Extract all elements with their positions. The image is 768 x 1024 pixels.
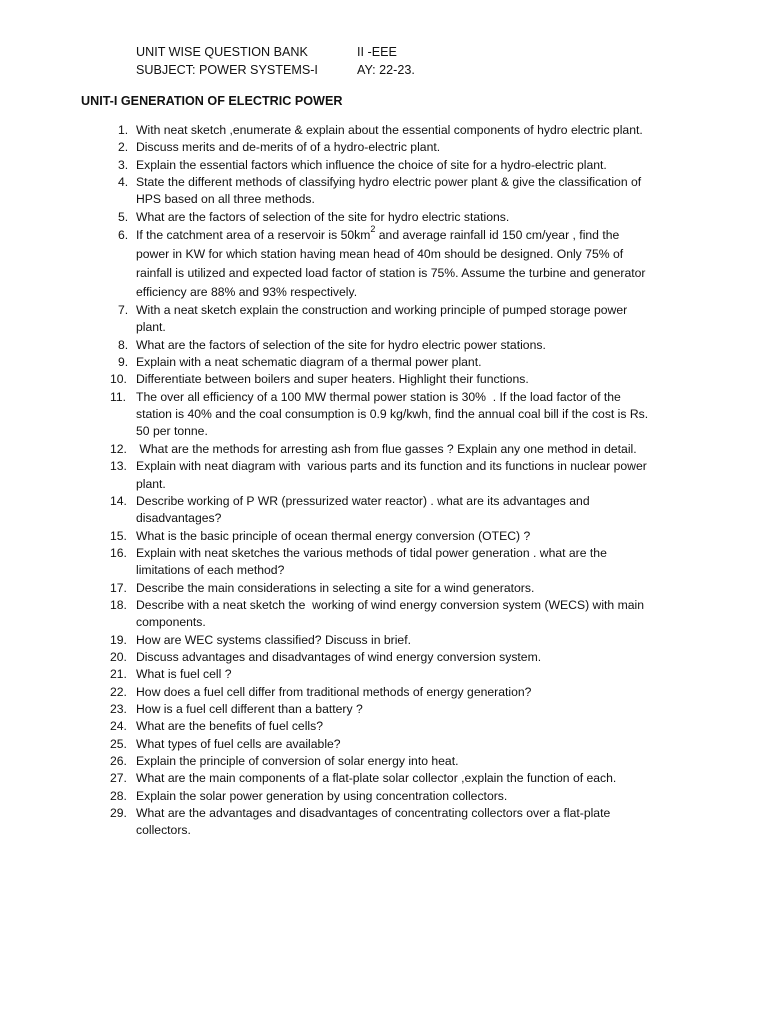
question-item (100, 389, 680, 441)
question-number (100, 157, 136, 174)
question-number-label: 28. (110, 788, 127, 803)
question-number-label: 23. (110, 701, 127, 716)
question-number-label: 20. (110, 649, 127, 664)
question-item (100, 528, 680, 545)
question-number (100, 736, 136, 753)
question-number-label: 4. (118, 175, 129, 190)
question-item (100, 174, 680, 209)
question-number-label: 17. (110, 580, 127, 595)
question-text: Explain with neat sketches the various methods of tidal power generation . what are the limitations of each method? (136, 545, 607, 578)
question-item (100, 441, 680, 458)
question-number-label: 13. (110, 459, 127, 474)
question-number-label: 8. (118, 337, 129, 352)
question-item (100, 493, 680, 528)
question-item (100, 718, 680, 735)
question-number-label: 19. (110, 632, 127, 647)
unit-title: UNIT-I GENERATION OF ELECTRIC POWER (81, 94, 343, 108)
question-item (100, 666, 680, 683)
question-item (100, 753, 680, 770)
question-text (136, 226, 680, 302)
question-item (100, 684, 680, 701)
question-number (100, 666, 136, 683)
question-number (100, 371, 136, 388)
question-number-label: 3. (118, 157, 129, 172)
subject-label: SUBJECT: POWER SYSTEMS-I (136, 62, 318, 77)
question-text: How are WEC systems classified? Discuss in brief. (136, 632, 411, 647)
question-number-label: 9. (118, 355, 129, 370)
question-number-label: 25. (110, 736, 127, 751)
question-number-label: 10. (110, 372, 127, 387)
question-text: How does a fuel cell differ from traditional methods of energy generation? (136, 684, 532, 699)
question-text: State the different methods of classifying hydro electric power plant & give the classification of HPS based on all three methods. (136, 175, 642, 207)
question-number (100, 302, 136, 319)
header-row-2 (136, 62, 556, 80)
question-number (100, 580, 136, 597)
question-item (100, 371, 680, 388)
question-item (100, 632, 680, 649)
question-item (100, 736, 680, 753)
question-item (100, 701, 680, 718)
question-item (100, 597, 680, 632)
question-item (100, 209, 680, 226)
question-number (100, 354, 136, 371)
question-text: With a neat sketch explain the construction and working principle of pumped storage power plant. (136, 303, 628, 335)
question-item (100, 139, 680, 156)
question-item (100, 788, 680, 805)
question-item (100, 226, 680, 302)
question-text: What is fuel cell ? (136, 667, 232, 682)
question-number (100, 209, 136, 226)
question-text: Discuss merits and de-merits of of a hydro-electric plant. (136, 140, 441, 155)
question-item (100, 302, 680, 337)
question-number (100, 805, 136, 822)
question-text: Discuss advantages and disadvantages of wind energy conversion system. (136, 649, 542, 664)
question-text-part: If the catchment area of a reservoir is 50km (136, 228, 371, 243)
header-row-1 (136, 44, 556, 62)
question-number-label: 26. (110, 754, 127, 768)
question-text: What are the methods for arresting ash from flue gasses ? Explain any one method in detail. (136, 441, 637, 456)
question-text: Explain the principle of conversion of solar energy into heat. (136, 754, 459, 768)
question-number-label: 29. (110, 806, 127, 821)
question-item (100, 122, 680, 139)
question-number (100, 122, 136, 139)
question-number (100, 458, 136, 475)
question-text: What are the benefits of fuel cells? (136, 719, 323, 734)
question-number (100, 139, 136, 156)
superscript-exponent: 2 (370, 224, 376, 234)
question-number-label: 12. (110, 441, 127, 456)
question-number-label: 21. (110, 667, 127, 682)
question-text: Explain with neat diagram with various parts and its function and its functions in nuclear power plant. (136, 459, 647, 491)
question-item (100, 649, 680, 666)
question-number (100, 493, 136, 510)
question-number (100, 174, 136, 191)
question-number (100, 788, 136, 805)
question-bank-title: UNIT WISE QUESTION BANK (136, 45, 308, 59)
question-number-label: 15. (110, 528, 127, 543)
question-number-label: 6. (118, 228, 129, 243)
question-text: Differentiate between boilers and super heaters. Highlight their functions. (136, 372, 529, 387)
academic-year-label: AY: 22-23. (357, 62, 415, 77)
question-number (100, 701, 136, 718)
question-number (100, 545, 136, 562)
question-text: With neat sketch ,enumerate & explain about the essential components of hydro electric plant. (136, 123, 643, 137)
question-number-label: 27. (110, 771, 127, 786)
question-number (100, 389, 136, 406)
question-text: The over all efficiency of a 100 MW thermal power station is 30% . If the load factor of the station is 40% and the coal consumption is 0.9 kg/kwh, find the annual coal bill if the cost is Rs. 50 per tonne. (136, 389, 649, 439)
question-number-label: 11. (110, 389, 127, 404)
question-number-label: 16. (110, 545, 127, 560)
question-number-label: 14. (110, 493, 127, 508)
question-number (100, 649, 136, 666)
question-text: What are the main components of a flat-plate solar collector ,explain the function of each. (136, 771, 617, 786)
question-number (100, 632, 136, 649)
question-number (100, 684, 136, 701)
question-text: Describe the main considerations in selecting a site for a wind generators. (136, 580, 535, 595)
question-item (100, 545, 680, 580)
question-text: How is a fuel cell different than a battery ? (136, 701, 363, 716)
question-number-label: 7. (118, 303, 129, 318)
question-item (100, 157, 680, 174)
question-text: Describe working of P WR (pressurized water reactor) . what are its advantages and disadvantages? (136, 493, 590, 526)
question-text: What are the advantages and disadvantages of concentrating collectors over a flat-plate collectors. (136, 806, 611, 838)
question-text: Explain with a neat schematic diagram of a thermal power plant. (136, 355, 482, 370)
question-item (100, 458, 680, 493)
question-number-label: 2. (118, 140, 129, 155)
question-item (100, 354, 680, 371)
question-text: Describe with a neat sketch the working of wind energy conversion system (WECS) with main components. (136, 597, 645, 630)
question-text: What are the factors of selection of the site for hydro electric power stations. (136, 337, 546, 352)
question-number (100, 753, 136, 770)
question-text: What types of fuel cells are available? (136, 736, 341, 751)
question-number (100, 226, 136, 245)
question-list (100, 122, 680, 840)
question-number-label: 5. (118, 209, 129, 224)
question-number (100, 770, 136, 787)
question-item (100, 580, 680, 597)
question-text: Explain the essential factors which influence the choice of site for a hydro-electric plant. (136, 157, 607, 172)
question-text: Explain the solar power generation by using concentration collectors. (136, 788, 508, 803)
question-item (100, 770, 680, 787)
question-number (100, 718, 136, 735)
document-header (136, 44, 556, 79)
question-number (100, 528, 136, 545)
question-number-label: 24. (110, 719, 127, 734)
question-text: What are the factors of selection of the site for hydro electric stations. (136, 209, 510, 224)
question-number-label: 1. (118, 123, 129, 137)
question-item (100, 805, 680, 840)
class-label: II -EEE (357, 45, 397, 59)
question-number (100, 337, 136, 354)
question-text-part: and average rainfall id 150 cm/year , find the power in KW for which station having mean head of 40m should be designed. Only 75% of rainfall is utilized and expected load factor of station is 75%. Assume the turbine and generator efficiency are 88% and 93% respectively. (136, 228, 646, 300)
question-text: What is the basic principle of ocean thermal energy conversion (OTEC) ? (136, 528, 531, 543)
question-number (100, 441, 136, 458)
question-number-label: 22. (110, 684, 127, 699)
question-item (100, 337, 680, 354)
question-number (100, 597, 136, 614)
question-number-label: 18. (110, 597, 127, 612)
